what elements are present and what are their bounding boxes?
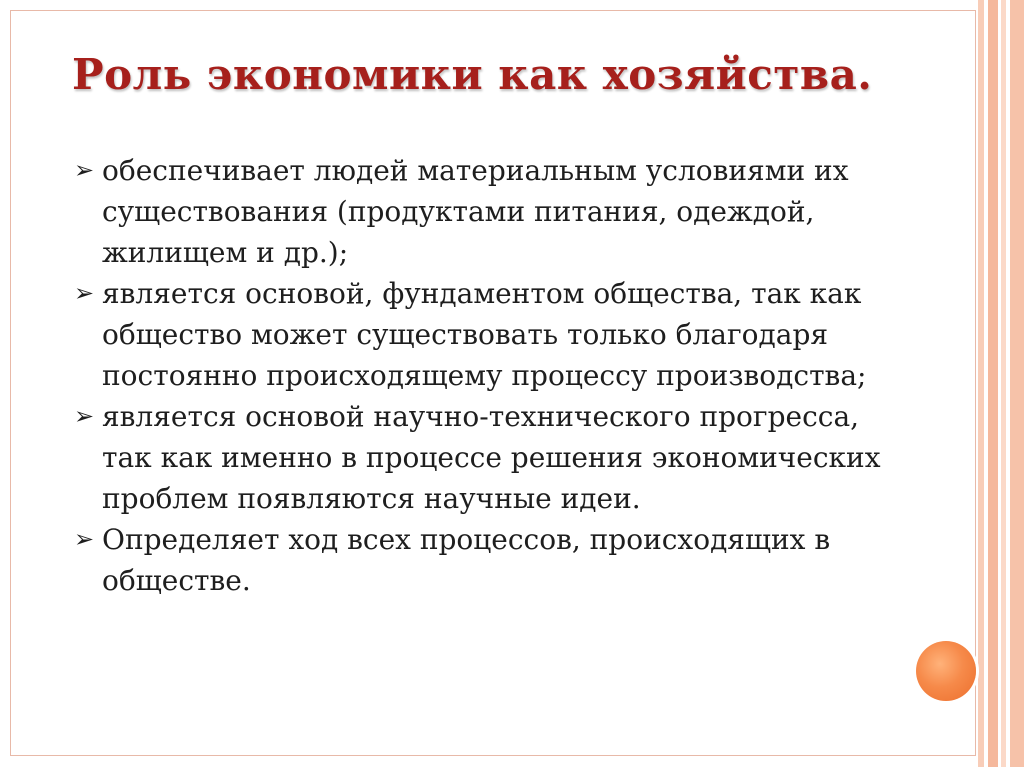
bullet-list [74,150,914,601]
list-item [74,519,914,601]
bullet-text: является основой научно-технического прогресса, так как именно в процессе решения экономических проблем появляются научные идеи. [102,400,881,515]
bullet-text: обеспечивает людей материальным условиями их существования (продуктами питания, одеждой, жилищем и др.); [102,154,849,269]
stripe [1001,0,1006,767]
stripe [978,0,984,767]
chevron-right-icon: ➢ [74,279,95,307]
bullet-text: Определяет ход всех процессов, происходящих в обществе. [102,523,831,597]
list-item [74,273,914,396]
chevron-right-icon: ➢ [74,402,95,430]
orange-circle-decoration [916,641,976,701]
list-item [74,150,914,273]
stripe [988,0,998,767]
chevron-right-icon: ➢ [74,156,95,184]
slide-title: Роль экономики как хозяйства. [72,50,873,99]
stripe [1010,0,1024,767]
decorative-stripes [972,0,1024,767]
bullet-text: является основой, фундаментом общества, так как общество может существовать только благодаря постоянно происходящему процессу производства; [102,277,867,392]
list-item [74,396,914,519]
chevron-right-icon: ➢ [74,525,95,553]
